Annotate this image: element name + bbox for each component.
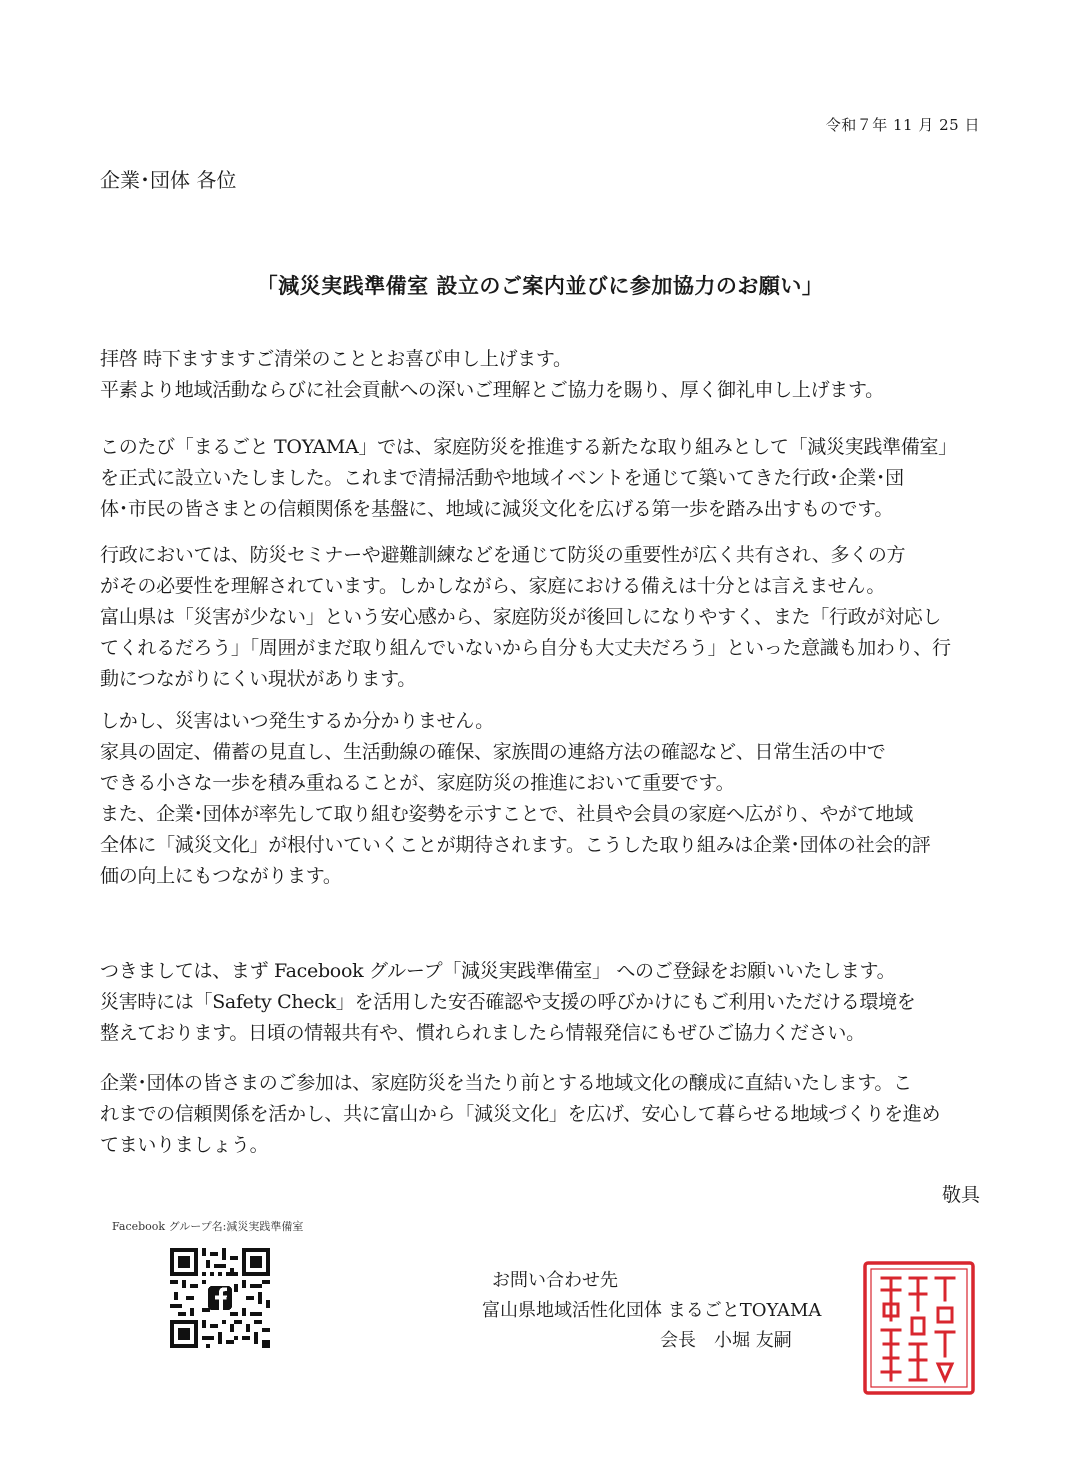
text-line: また、企業･団体が率先して取り組む姿勢を示すことで、社員や会員の家庭へ広がり、やがて地域 xyxy=(100,803,913,825)
contact-heading: お問い合わせ先 xyxy=(492,1270,618,1291)
paragraph-background xyxy=(100,540,980,695)
organization-seal xyxy=(862,1260,976,1396)
paragraph-announcement xyxy=(100,432,980,525)
text-line: てくれるだろう」「周囲がまだ取り組んでいないから自分も大丈夫だろう」といった意識も加わり、行 xyxy=(100,637,951,659)
letter-date: 令和７年 11 月 25 日 xyxy=(825,116,980,134)
text-line: てまいりましょう。 xyxy=(100,1134,269,1156)
text-line: 価の向上にもつながります。 xyxy=(100,865,342,887)
paragraph-conclusion xyxy=(100,1068,980,1161)
text-line: 全体に「減災文化」が根付いていくことが期待されます。こうした取り組みは企業･団体の社会的評 xyxy=(100,834,931,856)
text-line: 行政においては、防災セミナーや避難訓練などを通じて防災の重要性が広く共有され、多くの方 xyxy=(100,544,906,566)
paragraph-greeting xyxy=(100,344,980,406)
text-line: 平素より地域活動ならびに社会貢献への深いご理解とご協力を賜り、厚く御礼申し上げます。 xyxy=(100,379,884,401)
contact-organization: 富山県地域活性化団体 まるごとTOYAMA xyxy=(482,1300,822,1321)
text-line: 整えております。日頃の情報共有や、慣れられましたら情報発信にもぜひご協力ください。 xyxy=(100,1022,865,1044)
text-line: 富山県は「災害が少ない」という安心感から、家庭防災が後回しになりやすく、また「行政が対応し xyxy=(100,606,942,628)
text-line: つきましては、まず Facebook グループ「減災実践準備室」 へのご登録をお願いいたします。 xyxy=(100,960,896,982)
text-line: しかし、災害はいつ発生するか分かりません。 xyxy=(100,710,494,732)
text-line: れまでの信頼関係を活かし、共に富山から「減災文化」を広げ、安心して暮らせる地域づくりを進め xyxy=(100,1103,941,1125)
text-line: 家具の固定、備蓄の見直し、生活動線の確保、家族間の連絡方法の確認など、日常生活の中で xyxy=(100,741,886,763)
addressee: 企業･団体 各位 xyxy=(100,168,237,192)
text-line: を正式に設立いたしました。これまで清掃活動や地域イベントを通じて築いてきた行政･企業･団 xyxy=(100,467,904,489)
paragraph-importance xyxy=(100,706,980,892)
text-line: がその必要性を理解されています。しかしながら、家庭における備えは十分とは言えません。 xyxy=(100,575,886,597)
contact-representative: 会長 小堀 友嗣 xyxy=(660,1330,792,1351)
paragraph-request xyxy=(100,956,980,1049)
text-line: できる小さな一歩を積み重ねることが、家庭防災の推進において重要です。 xyxy=(100,772,735,794)
letter-title: 「減災実践準備室 設立のご案内並びに参加協力のお願い」 xyxy=(256,273,824,298)
text-line: 体･市民の皆さまとの信頼関係を基盤に、地域に減災文化を広げる第一歩を踏み出すものです。 xyxy=(100,498,894,520)
text-line: 動につながりにくい現状があります。 xyxy=(100,668,417,690)
closing-keigu: 敬具 xyxy=(941,1184,980,1206)
facebook-qr-code[interactable] xyxy=(170,1248,270,1348)
text-line: 拝啓 時下ますますご清栄のこととお喜び申し上げます。 xyxy=(100,348,572,370)
text-line: このたび「まるごと TOYAMA」では、家庭防災を推進する新たな取り組みとして「減災実践準備室」 xyxy=(100,436,957,458)
text-line: 企業･団体の皆さまのご参加は、家庭防災を当たり前とする地域文化の醸成に直結いたします。こ xyxy=(100,1072,912,1094)
text-line: 災害時には「Safety Check」を活用した安否確認や支援の呼びかけにもご利用いただける環境を xyxy=(100,991,916,1013)
qr-caption: Facebook グループ名:減災実践準備室 xyxy=(112,1220,304,1233)
